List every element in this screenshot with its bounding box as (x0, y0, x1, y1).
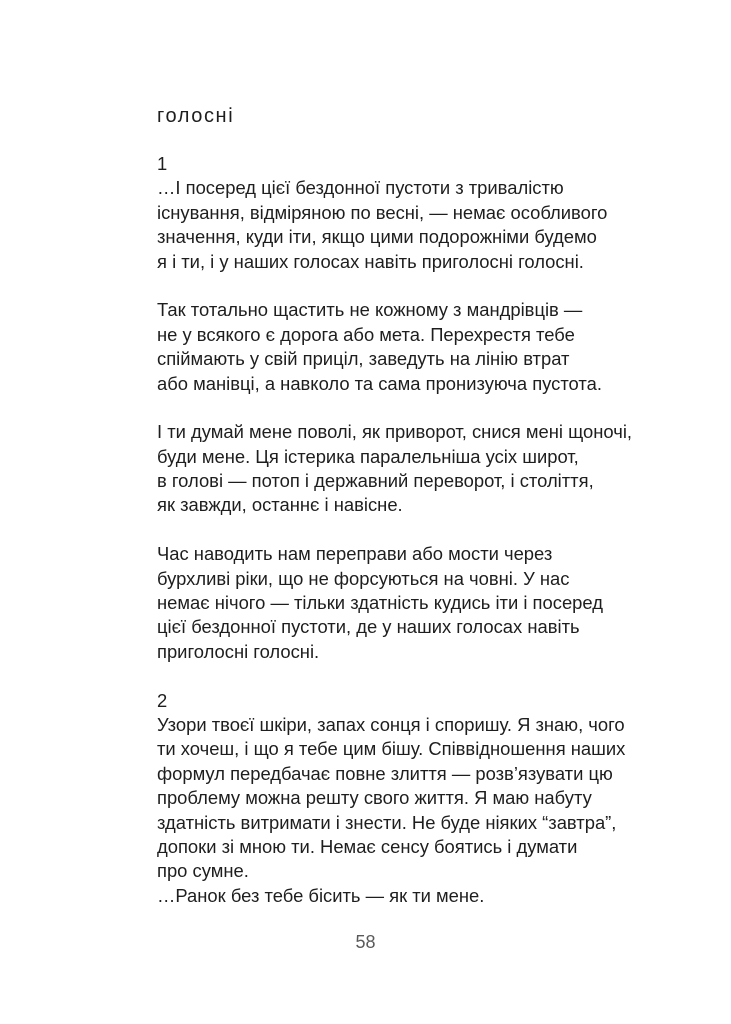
poem-line: проблему можна решту свого життя. Я маю набуту (157, 787, 592, 809)
poem-line: Час наводить нам переправи або мости через (157, 543, 553, 565)
poem-line: …І посеред цієї бездонної пустоти з тривалістю (157, 177, 564, 199)
poem-line: я і ти, і у наших голосах навіть приголосні голосні. (157, 250, 584, 272)
poem-line: існування, відміряною по весні, — немає особливого (157, 201, 608, 223)
poem-line: здатність витримати і знести. Не буде ніяких “завтра”, (157, 811, 617, 833)
stanza-gap (157, 396, 697, 420)
poem-line: про сумне. (157, 860, 249, 882)
poem-line: значення, куди іти, якщо цими подорожніми будемо (157, 226, 597, 248)
stanza-gap (157, 664, 697, 688)
poem-line: Так тотально щастить не кожному з мандрівців — (157, 299, 583, 321)
poem-line: або манівці, а навколо та сама пронизуюча пустота. (157, 372, 602, 394)
poem-line: не у всякого є дорога або мета. Перехрестя тебе (157, 323, 575, 345)
stanza-gap (157, 274, 697, 298)
poem-body (157, 152, 697, 908)
poem-line: приголосні голосні. (157, 640, 320, 662)
poem-line: в голові — потоп і державний переворот, і століття, (157, 470, 594, 492)
poem-line: допоки зі мною ти. Немає сенсу боятись і думати (157, 835, 578, 857)
poem-line: бурхливі ріки, що не форсуються на човні. У нас (157, 567, 570, 589)
poem-line: немає нічого — тільки здатність кудись іти і посеред (157, 592, 603, 614)
poem-title: голосні (157, 105, 235, 127)
section-number: 1 (157, 153, 168, 174)
poem-line: формул передбачає повне злиття — розв’язувати цю (157, 762, 613, 784)
poem-line: І ти думай мене поволі, як приворот, снися мені щоночі, (157, 421, 633, 443)
poem-line: буди мене. Ця істерика паралельніша усіх широт, (157, 445, 579, 467)
poem-line: …Ранок без тебе бісить — як ти мене. (157, 884, 485, 906)
stanza-gap (157, 518, 697, 542)
poem-line: Узори твоєї шкіри, запах сонця і споришу. Я знаю, чого (157, 713, 625, 735)
poem-line: як завжди, останнє і навісне. (157, 494, 403, 516)
section-number: 2 (157, 689, 168, 711)
poem-line: цієї бездонної пустоти, де у наших голосах навіть (157, 616, 580, 638)
poem-line: ти хочеш, і що я тебе цим бішу. Співвідношення наших (157, 738, 626, 760)
page-number: 58 (355, 932, 376, 952)
poem-line: спіймають у свій приціл, заведуть на лінію втрат (157, 348, 570, 370)
